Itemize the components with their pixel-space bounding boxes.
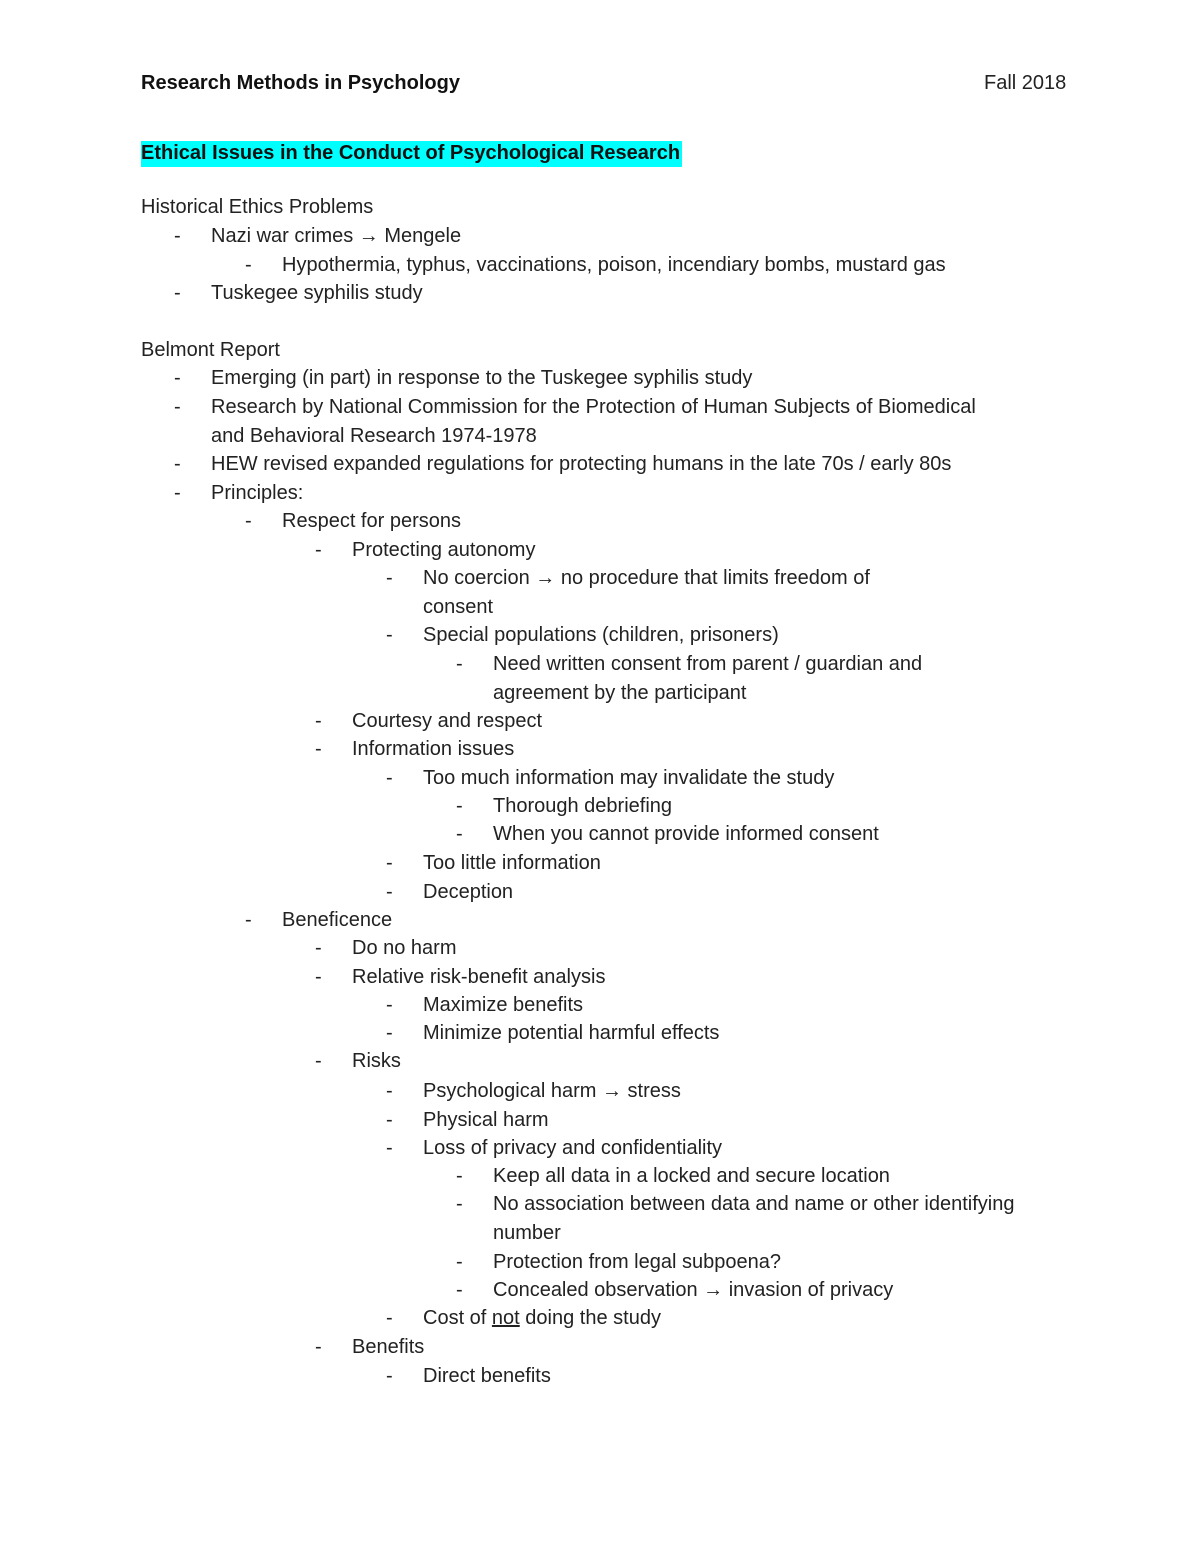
bullet-dash: -	[456, 823, 463, 845]
list-item-continuation: number	[493, 1222, 561, 1244]
list-item: Protecting autonomy	[352, 539, 536, 561]
list-item: Direct benefits	[423, 1365, 551, 1387]
bullet-dash: -	[386, 994, 393, 1016]
bullet-dash: -	[315, 710, 322, 732]
list-item: No association between data and name or other identifying	[493, 1193, 1015, 1215]
list-item: Concealed observation → invasion of privacy	[493, 1279, 894, 1301]
list-item: Special populations (children, prisoners)	[423, 624, 779, 646]
list-item: Respect for persons	[282, 510, 461, 532]
section-title-historical: Historical Ethics Problems	[141, 196, 374, 218]
section-title-belmont: Belmont Report	[141, 339, 280, 361]
bullet-dash: -	[174, 396, 181, 418]
bullet-dash: -	[456, 653, 463, 675]
list-item: Risks	[352, 1050, 401, 1072]
list-item: Too much information may invalidate the study	[423, 767, 835, 789]
bullet-dash: -	[456, 1165, 463, 1187]
list-item: Too little information	[423, 852, 601, 874]
bullet-dash: -	[386, 852, 393, 874]
list-item: Courtesy and respect	[352, 710, 543, 732]
bullet-dash: -	[386, 1365, 393, 1387]
list-item: Deception	[423, 881, 514, 903]
list-item: HEW revised expanded regulations for protecting humans in the late 70s / early 80s	[211, 453, 952, 475]
list-item: Nazi war crimes → Mengele	[211, 225, 462, 247]
bullet-dash: -	[174, 453, 181, 475]
list-item: Loss of privacy and confidentiality	[423, 1137, 723, 1159]
bullet-dash: -	[386, 1137, 393, 1159]
cost-text-pre: Cost of	[423, 1307, 492, 1329]
bullet-dash: -	[174, 482, 181, 504]
bullet-dash: -	[386, 624, 393, 646]
list-item-continuation: consent	[423, 596, 494, 618]
bullet-dash: -	[386, 1307, 393, 1329]
list-item: Principles:	[211, 482, 304, 504]
bullet-dash: -	[174, 282, 181, 304]
bullet-dash: -	[245, 510, 252, 532]
bullet-dash: -	[456, 1279, 463, 1301]
bullet-dash: -	[456, 795, 463, 817]
bullet-dash: -	[174, 225, 181, 247]
list-item: Do no harm	[352, 937, 457, 959]
list-item-continuation: agreement by the participant	[493, 682, 747, 704]
list-item: Need written consent from parent / guardian and	[493, 653, 923, 675]
bullet-dash: -	[245, 909, 252, 931]
bullet-dash: -	[315, 1336, 322, 1358]
cost-text-post: doing the study	[519, 1307, 661, 1329]
list-item: Emerging (in part) in response to the Tuskegee syphilis study	[211, 367, 753, 389]
bullet-dash: -	[315, 1050, 322, 1072]
bullet-dash: -	[386, 881, 393, 903]
bullet-dash: -	[386, 1022, 393, 1044]
list-item: Keep all data in a locked and secure location	[493, 1165, 890, 1187]
bullet-dash: -	[315, 937, 322, 959]
list-item: Protection from legal subpoena?	[493, 1251, 781, 1273]
course-title: Research Methods in Psychology	[141, 72, 460, 94]
list-item: Minimize potential harmful effects	[423, 1022, 720, 1044]
bullet-dash: -	[456, 1193, 463, 1215]
bullet-dash: -	[456, 1251, 463, 1273]
list-item: Information issues	[352, 738, 515, 760]
list-item: Beneficence	[282, 909, 393, 931]
list-item: Benefits	[352, 1336, 425, 1358]
list-item: Maximize benefits	[423, 994, 584, 1016]
bullet-dash: -	[386, 1080, 393, 1102]
document-heading: Ethical Issues in the Conduct of Psychological Research	[141, 141, 682, 167]
list-item: Thorough debriefing	[493, 795, 673, 817]
list-item: When you cannot provide informed consent	[493, 823, 879, 845]
list-item: Physical harm	[423, 1109, 549, 1131]
bullet-dash: -	[386, 1109, 393, 1131]
bullet-dash: -	[245, 254, 252, 276]
list-item: Psychological harm → stress	[423, 1080, 681, 1102]
bullet-dash: -	[386, 567, 393, 589]
bullet-dash: -	[315, 966, 322, 988]
bullet-dash: -	[386, 767, 393, 789]
term-label: Fall 2018	[984, 72, 1067, 94]
list-item: No coercion → no procedure that limits freedom of	[423, 567, 870, 589]
list-item-continuation: and Behavioral Research 1974-1978	[211, 425, 537, 447]
list-item-cost	[423, 1304, 661, 1333]
list-item: Relative risk-benefit analysis	[352, 966, 606, 988]
bullet-dash: -	[315, 738, 322, 760]
bullet-dash: -	[174, 367, 181, 389]
list-item: Hypothermia, typhus, vaccinations, poison, incendiary bombs, mustard gas	[282, 254, 946, 276]
list-item: Research by National Commission for the Protection of Human Subjects of Biomedical	[211, 396, 976, 418]
bullet-dash: -	[315, 539, 322, 561]
cost-text-underlined: not	[491, 1307, 520, 1329]
list-item: Tuskegee syphilis study	[211, 282, 423, 304]
